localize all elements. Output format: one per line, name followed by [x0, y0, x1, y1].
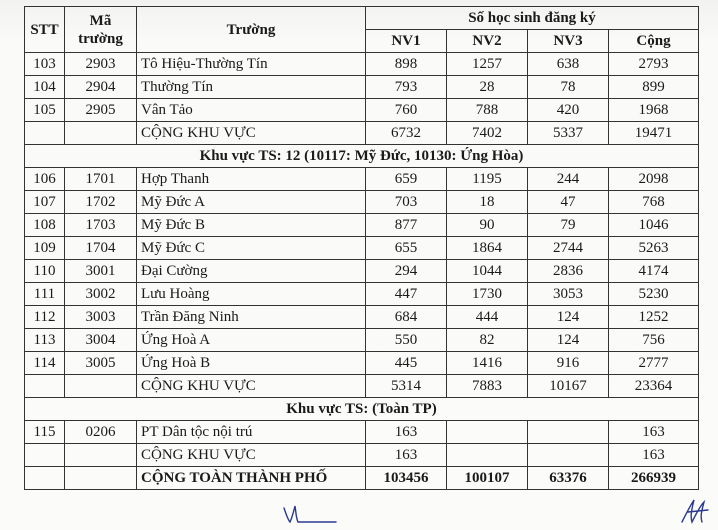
cell-stt: 111: [25, 283, 65, 306]
city-total-nv3: 63376: [528, 467, 609, 490]
cell-truong: Tô Hiệu-Thường Tín: [137, 53, 366, 76]
cell-stt: 103: [25, 53, 65, 76]
table-row: [25, 237, 699, 260]
cell-stt: 104: [25, 76, 65, 99]
cell-truong: Lưu Hoàng: [137, 283, 366, 306]
cell-stt: 107: [25, 191, 65, 214]
cell-stt: 114: [25, 352, 65, 375]
cell-truong: Mỹ Đức A: [137, 191, 366, 214]
region-header-row: [25, 398, 699, 421]
cell-nv1: 447: [366, 283, 447, 306]
table-row: [25, 214, 699, 237]
table-row: [25, 76, 699, 99]
header-nv1: NV1: [366, 30, 447, 53]
cell-ma: 3005: [65, 352, 137, 375]
header-nv3: NV3: [528, 30, 609, 53]
cell-nv3: 3053: [528, 283, 609, 306]
subtotal-nv2: 7402: [447, 122, 528, 145]
subtotal-nv1: 5314: [366, 375, 447, 398]
cell-nv3: 79: [528, 214, 609, 237]
region-title: Khu vực TS: 12 (10117: Mỹ Đức, 10130: Ứng Hòa): [25, 145, 699, 168]
cell-ma: 3003: [65, 306, 137, 329]
cell-cong: 1046: [609, 214, 699, 237]
cell-truong: Hợp Thanh: [137, 168, 366, 191]
cell-nv2: 1864: [447, 237, 528, 260]
subtotal-nv1: 163: [366, 444, 447, 467]
cell-stt: 106: [25, 168, 65, 191]
cell-cong: 2098: [609, 168, 699, 191]
cell-ma: 1704: [65, 237, 137, 260]
cell-nv3: [528, 421, 609, 444]
cell-nv2: 1730: [447, 283, 528, 306]
cell-nv2: [447, 421, 528, 444]
cell-nv3: 2744: [528, 237, 609, 260]
cell-ma: 3001: [65, 260, 137, 283]
cell-nv3: 124: [528, 329, 609, 352]
registration-table: [24, 6, 699, 490]
subtotal-nv2: 7883: [447, 375, 528, 398]
cell-cong: 5230: [609, 283, 699, 306]
header-nv2: NV2: [447, 30, 528, 53]
subtotal-row: [25, 122, 699, 145]
cell-ma: 2905: [65, 99, 137, 122]
subtotal-nv2: [447, 444, 528, 467]
cell-truong: Mỹ Đức B: [137, 214, 366, 237]
cell-nv2: 1257: [447, 53, 528, 76]
cell-cong: 4174: [609, 260, 699, 283]
cell-ma: 2904: [65, 76, 137, 99]
cell-nv2: 444: [447, 306, 528, 329]
region-header-row: [25, 145, 699, 168]
city-total-nv2: 100107: [447, 467, 528, 490]
cell-nv2: 1044: [447, 260, 528, 283]
subtotal-label: CỘNG KHU VỰC: [137, 375, 366, 398]
subtotal-nv1: 6732: [366, 122, 447, 145]
cell-truong: Mỹ Đức C: [137, 237, 366, 260]
cell-ma: 1703: [65, 214, 137, 237]
cell-truong: PT Dân tộc nội trú: [137, 421, 366, 444]
subtotal-cong: 23364: [609, 375, 699, 398]
cell-nv2: 1195: [447, 168, 528, 191]
cell-truong: Ứng Hoà B: [137, 352, 366, 375]
cell-nv3: 78: [528, 76, 609, 99]
cell-ma: 1702: [65, 191, 137, 214]
cell-nv1: 760: [366, 99, 447, 122]
cell-nv3: 420: [528, 99, 609, 122]
city-total-label: CỘNG TOÀN THÀNH PHỐ: [137, 467, 366, 490]
table-row: [25, 53, 699, 76]
table-row: [25, 191, 699, 214]
cell-ma: 0206: [65, 421, 137, 444]
header-row-1: [25, 7, 699, 30]
cell-cong: 163: [609, 421, 699, 444]
cell-cong: 5263: [609, 237, 699, 260]
subtotal-label: CỘNG KHU VỰC: [137, 444, 366, 467]
cell-stt: 113: [25, 329, 65, 352]
subtotal-nv3: 10167: [528, 375, 609, 398]
cell-nv2: 28: [447, 76, 528, 99]
cell-cong: 1968: [609, 99, 699, 122]
cell-nv2: 82: [447, 329, 528, 352]
cell-nv1: 445: [366, 352, 447, 375]
cell-nv3: 2836: [528, 260, 609, 283]
cell-stt: 115: [25, 421, 65, 444]
cell-nv1: 163: [366, 421, 447, 444]
cell-cong: 1252: [609, 306, 699, 329]
cell-nv1: 877: [366, 214, 447, 237]
cell-truong: Trần Đăng Ninh: [137, 306, 366, 329]
header-truong: Trường: [137, 7, 366, 53]
subtotal-row: [25, 375, 699, 398]
cell-cong: 2777: [609, 352, 699, 375]
cell-ma: 2903: [65, 53, 137, 76]
table-row: [25, 421, 699, 444]
cell-ma: 1701: [65, 168, 137, 191]
subtotal-nv3: [528, 444, 609, 467]
header-cong: Cộng: [609, 30, 699, 53]
cell-nv3: 244: [528, 168, 609, 191]
cell-truong: Thường Tín: [137, 76, 366, 99]
table-row: [25, 99, 699, 122]
table-row: [25, 260, 699, 283]
cell-stt: 112: [25, 306, 65, 329]
cell-truong: Vân Tảo: [137, 99, 366, 122]
cell-nv1: 659: [366, 168, 447, 191]
cell-nv1: 703: [366, 191, 447, 214]
cell-stt: 105: [25, 99, 65, 122]
header-so-hoc-sinh: Số học sinh đăng ký: [366, 7, 699, 30]
subtotal-nv3: 5337: [528, 122, 609, 145]
cell-nv3: 916: [528, 352, 609, 375]
cell-nv1: 684: [366, 306, 447, 329]
signature-initial-mark: [280, 500, 340, 526]
cell-ma: 3004: [65, 329, 137, 352]
cell-nv2: 18: [447, 191, 528, 214]
subtotal-cong: 19471: [609, 122, 699, 145]
cell-nv3: 47: [528, 191, 609, 214]
city-total-nv1: 103456: [366, 467, 447, 490]
cell-stt: 108: [25, 214, 65, 237]
table-row: [25, 352, 699, 375]
table-row: [25, 168, 699, 191]
table-row: [25, 306, 699, 329]
cell-cong: 756: [609, 329, 699, 352]
cell-nv2: 90: [447, 214, 528, 237]
signature-mark: [678, 496, 712, 526]
cell-nv3: 124: [528, 306, 609, 329]
cell-nv1: 550: [366, 329, 447, 352]
cell-ma: 3002: [65, 283, 137, 306]
cell-nv2: 1416: [447, 352, 528, 375]
table-row: [25, 329, 699, 352]
cell-truong: Ứng Hoà A: [137, 329, 366, 352]
cell-nv1: 793: [366, 76, 447, 99]
cell-nv1: 898: [366, 53, 447, 76]
cell-stt: 109: [25, 237, 65, 260]
header-ma-truong: Mã trường: [65, 7, 137, 53]
cell-cong: 768: [609, 191, 699, 214]
cell-nv1: 294: [366, 260, 447, 283]
region-title: Khu vực TS: (Toàn TP): [25, 398, 699, 421]
city-total-row: [25, 467, 699, 490]
cell-cong: 899: [609, 76, 699, 99]
cell-truong: Đại Cường: [137, 260, 366, 283]
subtotal-row: [25, 444, 699, 467]
subtotal-cong: 163: [609, 444, 699, 467]
cell-nv3: 638: [528, 53, 609, 76]
subtotal-label: CỘNG KHU VỰC: [137, 122, 366, 145]
cell-cong: 2793: [609, 53, 699, 76]
city-total-cong: 266939: [609, 467, 699, 490]
table-row: [25, 283, 699, 306]
cell-nv1: 655: [366, 237, 447, 260]
cell-stt: 110: [25, 260, 65, 283]
cell-nv2: 788: [447, 99, 528, 122]
header-stt: STT: [25, 7, 65, 53]
